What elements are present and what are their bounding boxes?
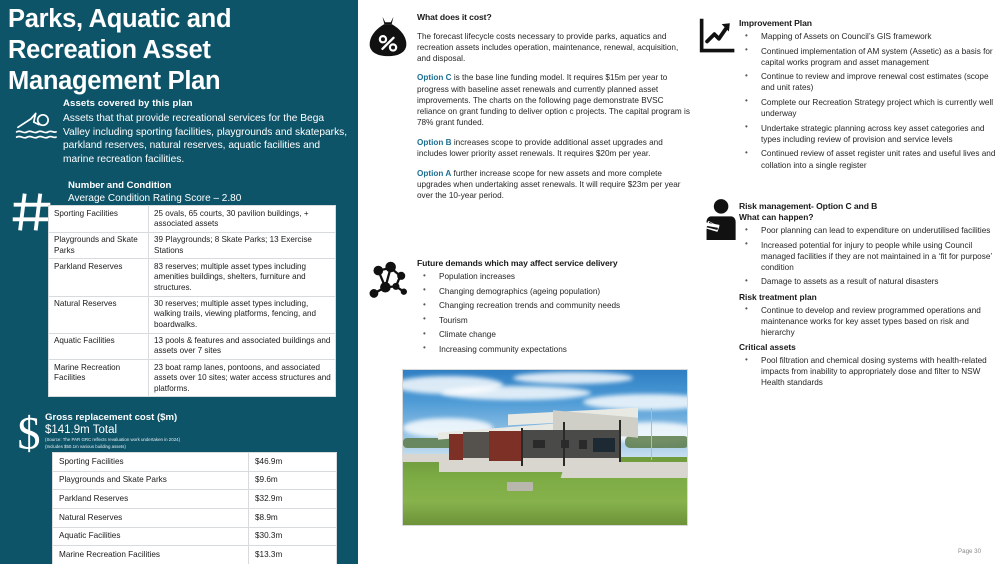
cloud-shape bbox=[441, 386, 591, 400]
table-cell-value: $46.9m bbox=[249, 453, 337, 472]
list-item: • Continued review of asset register unit rates and useful lives and collation into a single register bbox=[739, 148, 1001, 170]
table-row bbox=[49, 296, 336, 333]
future-demands-list bbox=[417, 271, 695, 355]
risk-treatment-heading: Risk treatment plan bbox=[739, 291, 817, 302]
injured-person-icon bbox=[702, 198, 742, 242]
table-cell-value: $30.3m bbox=[249, 527, 337, 546]
right-column bbox=[698, 0, 1004, 564]
critical-assets-list bbox=[739, 355, 1001, 388]
table-cell-category: Natural Reserves bbox=[53, 509, 249, 528]
list-item: • Tourism bbox=[417, 315, 695, 326]
table-row bbox=[49, 259, 336, 296]
option-b-text: increases scope to provide additional asset upgrades and includes lower priority asset renewals. It requires $20m per year. bbox=[417, 137, 663, 158]
option-a-text: further increase scope for new assets and more complete upgrades when undertaking asset renewals. It will require $23m per year over the 10-year period. bbox=[417, 168, 681, 200]
table-cell-value: $8.9m bbox=[249, 509, 337, 528]
table-cell-category: Sporting Facilities bbox=[53, 453, 249, 472]
table-row bbox=[53, 453, 337, 472]
option-b-label: Option B bbox=[417, 137, 452, 147]
photo-window bbox=[533, 440, 545, 448]
risk-treatment-list bbox=[739, 305, 1001, 338]
table-cell-value: $13.3m bbox=[249, 546, 337, 564]
pavilion-building-photo bbox=[402, 369, 688, 526]
table-row bbox=[53, 490, 337, 509]
swimmer-icon bbox=[14, 104, 60, 144]
list-item: • Increased potential for injury to people while using Council managed facilities if they are not maintained in a ‘fit for purpose’ condition bbox=[739, 240, 1001, 273]
table-cell-category: Aquatic Facilities bbox=[49, 333, 149, 360]
list-item: • Pool filtration and chemical dosing systems with health-related impacts from inability to appropriately dose and filter to NSW Health standards bbox=[739, 355, 1001, 388]
option-a-label: Option A bbox=[417, 168, 452, 178]
table-cell-value: 39 Playgrounds; 8 Skate Parks; 13 Exercise Stations bbox=[149, 232, 336, 259]
list-item: • Damage to assets as a result of natural disasters bbox=[739, 276, 1001, 287]
table-row bbox=[53, 471, 337, 490]
table-cell-category: Marine Recreation Facilities bbox=[53, 546, 249, 564]
photo-path bbox=[439, 458, 619, 472]
list-item: • Undertake strategic planning across key asset categories and types including review of provision and service levels bbox=[739, 123, 1001, 145]
cloud-shape bbox=[513, 372, 633, 384]
dollar-sign-icon bbox=[10, 408, 48, 458]
list-item: • Population increases bbox=[417, 271, 695, 282]
grc-heading: Gross replacement cost ($m) bbox=[45, 412, 178, 423]
table-cell-category: Playgrounds and Skate Parks bbox=[49, 232, 149, 259]
assets-covered-text: Assets that that provide recreational services for the Bega Valley including sporting facilities, playgrounds and skateparks, parkland reserves, natural reserves, aquatic facilities and marine recreation facilities. bbox=[63, 113, 348, 165]
photo-post bbox=[563, 422, 565, 466]
assets-covered-heading: Assets covered by this plan bbox=[63, 98, 193, 109]
list-item: • Changing recreation trends and community needs bbox=[417, 300, 695, 311]
option-c-paragraph bbox=[417, 72, 692, 128]
table-cell-value: 25 ovals, 65 courts, 30 pavilion buildings, + associated assets bbox=[149, 206, 336, 233]
table-cell-category: Sporting Facilities bbox=[49, 206, 149, 233]
table-cell-category: Marine Recreation Facilities bbox=[49, 360, 149, 397]
table-cell-value: $9.6m bbox=[249, 471, 337, 490]
table-row bbox=[49, 360, 336, 397]
assets-covered-block bbox=[63, 98, 353, 166]
list-item: • Complete our Recreation Strategy project which is currently well underway bbox=[739, 97, 1001, 119]
list-item: • Mapping of Assets on Council’s GIS framework bbox=[739, 31, 1001, 42]
what-can-happen-list bbox=[739, 225, 1001, 288]
list-item: • Changing demographics (ageing population) bbox=[417, 286, 695, 297]
photo-treeline bbox=[625, 436, 688, 448]
cost-heading: What does it cost? bbox=[417, 12, 492, 22]
table-cell-value: 13 pools & features and associated buildings and assets over 7 sites bbox=[149, 333, 336, 360]
option-c-text: is the base line funding model. It requires $15m per year to progress with baseline asset renewals and currently planned asset improvements. The charts on the following page demonstrate BVSC reliance on grant funding to deliver option c projects. The capital program is 78% grant funded. bbox=[417, 73, 690, 128]
list-item: • Continue to review and improve renewal cost estimates (scope and unit rates) bbox=[739, 71, 1001, 93]
table-cell-value: 30 reserves; multiple asset types including, walking trails, viewing platforms, fencing, and boardwalks. bbox=[149, 296, 336, 333]
table-cell-value: 23 boat ramp lanes, pontoons, and associated assets over 10 sites; water access structures and platforms. bbox=[149, 360, 336, 397]
improvement-plan-heading: Improvement Plan bbox=[739, 18, 812, 28]
grc-total: $141.9m Total bbox=[45, 424, 118, 436]
cost-block bbox=[417, 12, 692, 201]
network-nodes-icon bbox=[366, 260, 410, 304]
critical-assets-heading: Critical assets bbox=[739, 342, 796, 353]
table-row bbox=[53, 509, 337, 528]
number-condition-table bbox=[48, 205, 336, 397]
left-teal-panel bbox=[0, 0, 358, 564]
page-title: Parks, Aquatic and Recreation Asset Management Plan bbox=[8, 5, 232, 96]
grc-source-note-1: (Source: The PAR GRC reflects revaluation work undertaken in 2024) bbox=[45, 437, 181, 442]
svg-text:$: $ bbox=[17, 408, 41, 458]
future-demands-heading: Future demands which may affect service delivery bbox=[417, 258, 618, 268]
table-cell-category: Playgrounds and Skate Parks bbox=[53, 471, 249, 490]
list-item: • Continue to develop and review programmed operations and maintenance works for key asset types based on risk and hierarchy bbox=[739, 305, 1001, 338]
photo-glass-door bbox=[593, 438, 615, 452]
future-demands-block bbox=[417, 258, 695, 358]
improvement-plan-block bbox=[739, 18, 1001, 174]
photo-service-pit bbox=[507, 482, 533, 491]
improvement-plan-list bbox=[739, 31, 1001, 171]
option-a-paragraph bbox=[417, 168, 692, 201]
list-item: • Increasing community expectations bbox=[417, 344, 695, 355]
photo-timber-cladding bbox=[489, 431, 521, 461]
cost-intro: The forecast lifecycle costs necessary to provide parks, aquatics and recreation assets includes operation, maintenance, renewal, acquisition, and disposal. bbox=[417, 31, 679, 63]
photo-post bbox=[619, 420, 621, 462]
option-c-label: Option C bbox=[417, 73, 452, 83]
table-cell-category: Parkland Reserves bbox=[49, 259, 149, 296]
table-row bbox=[53, 546, 337, 564]
table-cell-category: Natural Reserves bbox=[49, 296, 149, 333]
what-can-happen-heading: What can happen? bbox=[739, 212, 814, 222]
table-row bbox=[49, 333, 336, 360]
table-row bbox=[53, 527, 337, 546]
photo-post bbox=[521, 428, 523, 466]
risk-management-heading: Risk management- Option C and B bbox=[739, 201, 878, 211]
photo-light-pole bbox=[651, 408, 652, 460]
list-item: • Climate change bbox=[417, 329, 695, 340]
table-cell-category: Parkland Reserves bbox=[53, 490, 249, 509]
list-item: • Poor planning can lead to expenditure on underutilised facilities bbox=[739, 225, 1001, 236]
table-row bbox=[49, 232, 336, 259]
table-cell-value: 83 reserves; multiple asset types including amenities buildings, shelters, furniture and structures. bbox=[149, 259, 336, 296]
list-item: • Continued implementation of AM system (Assetic) as a basis for capital works program and asset management bbox=[739, 46, 1001, 68]
photo-timber-cladding bbox=[449, 434, 463, 460]
risk-management-block bbox=[739, 201, 1001, 392]
photo-window bbox=[579, 440, 587, 449]
table-cell-value: $32.9m bbox=[249, 490, 337, 509]
page-number: Page 30 bbox=[958, 548, 982, 555]
condition-rating-subheading: Average Condition Rating Score – 2.80 bbox=[68, 193, 242, 204]
gross-replacement-cost-table bbox=[52, 452, 337, 564]
table-row bbox=[49, 206, 336, 233]
growth-chart-icon bbox=[698, 16, 738, 56]
number-condition-heading: Number and Condition bbox=[68, 180, 172, 191]
table-cell-category: Aquatic Facilities bbox=[53, 527, 249, 546]
option-b-paragraph bbox=[417, 137, 692, 159]
grc-source-note-2: (Includes $50.1m various building assets) bbox=[45, 443, 126, 449]
money-bag-percent-icon bbox=[366, 14, 410, 58]
